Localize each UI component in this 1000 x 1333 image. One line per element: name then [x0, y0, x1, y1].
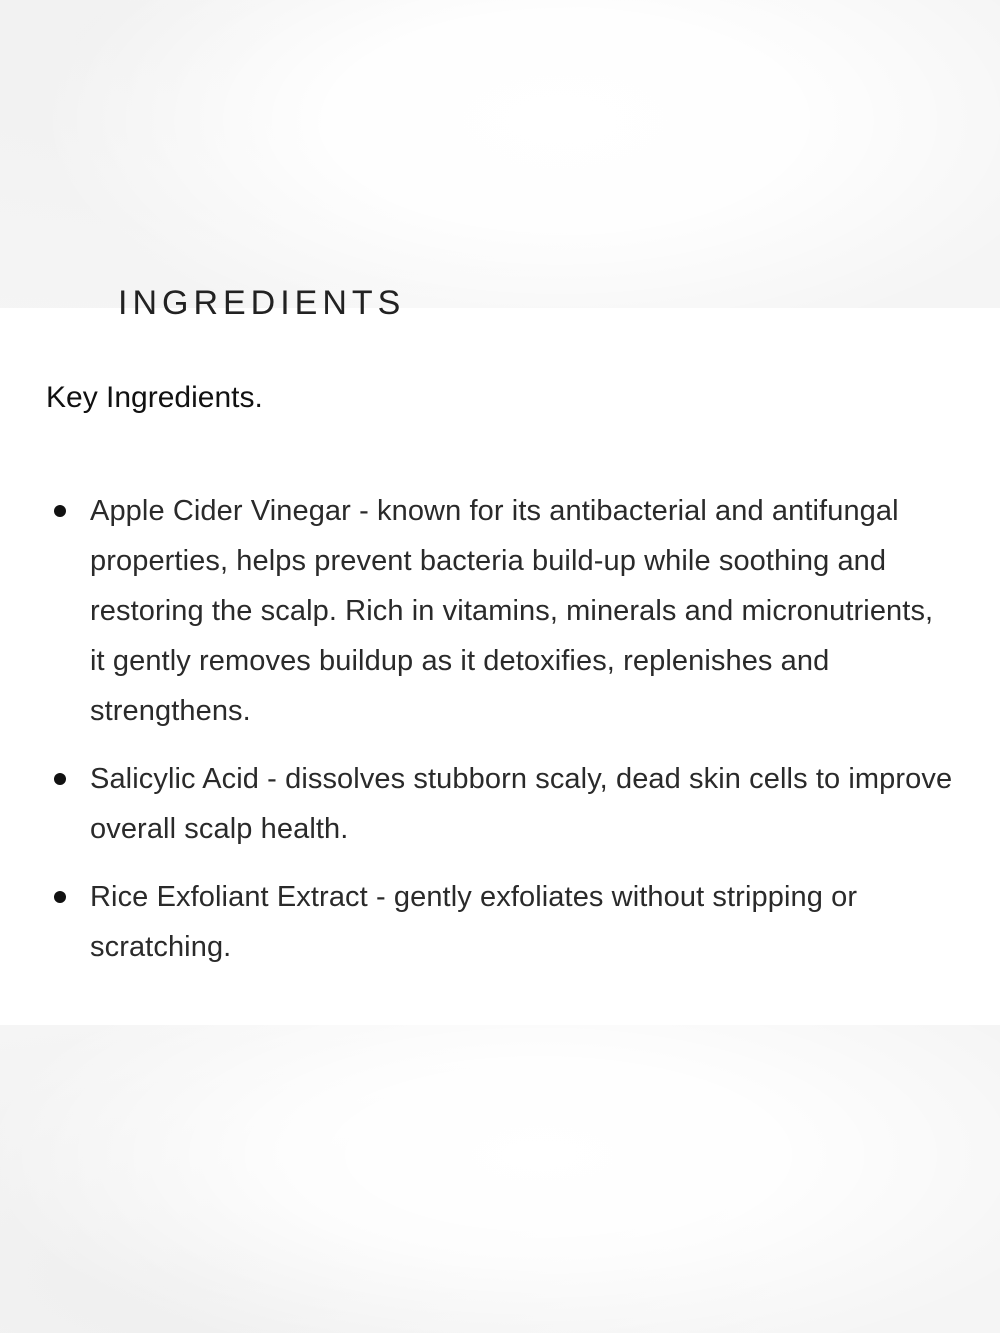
bullet-icon: [54, 773, 66, 785]
bullet-icon: [54, 505, 66, 517]
ingredients-list: [46, 486, 956, 990]
ingredient-text: Apple Cider Vinegar - known for its antibacterial and antifungal properties, helps prevent bacteria build-up while soothing and restoring the scalp. Rich in vitamins, minerals and micronutrients, it gently removes buildup as it detoxifies, replenishes and strengthens.: [90, 495, 934, 727]
ingredient-text: Rice Exfoliant Extract - gently exfoliates without stripping or scratching.: [90, 881, 858, 963]
ingredients-panel: [0, 284, 1000, 1025]
ingredient-item: [46, 754, 956, 854]
background-bottom: [0, 1025, 1000, 1333]
section-tab-label[interactable]: INGREDIENTS: [118, 284, 406, 322]
ingredient-item: [46, 486, 956, 736]
ingredient-text: Salicylic Acid - dissolves stubborn scaly, dead skin cells to improve overall scalp health.: [90, 763, 953, 845]
background-top: [0, 0, 1000, 308]
ingredient-item: [46, 872, 956, 972]
bullet-icon: [54, 891, 66, 903]
section-heading: Key Ingredients.: [46, 381, 263, 414]
